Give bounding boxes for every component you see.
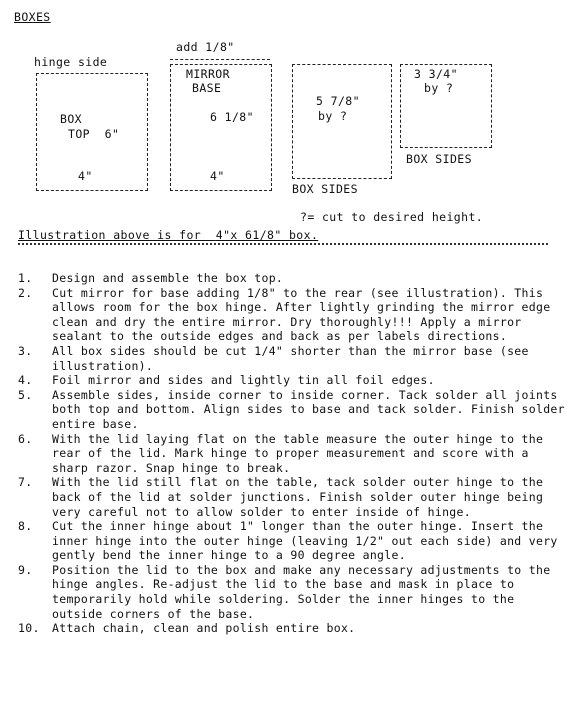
illustration-note [18,229,318,242]
step-number: 4. [18,373,33,388]
list-item [18,286,566,344]
step-number: 1. [18,271,33,285]
mirror-base-depth: 6 1/8" [210,110,254,124]
box-side-b-caption: BOX SIDES [406,152,472,166]
mirror-base-label-2: BASE [192,81,222,95]
list-item [18,432,566,476]
step-text: With the lid still flat on the table, tack solder outer hinge to the back of the lid at solder junctions. Finish solder outer hinge being very careful not to allow solder to enter inside of hinge. [52,475,544,519]
box-side-b-label-1: 3 3/4" [414,67,458,81]
asterisk-rule [18,243,548,245]
step-text: With the lid laying flat on the table measure the outer hinge to the rear of the lid. Mark hinge to proper measurement and score with a sharp razor. Snap hinge to break. [52,431,544,475]
step-number: 2. [18,285,33,300]
list-item [18,621,566,636]
illustration-note-size: 4"x 61/8" box. [215,228,319,242]
step-number: 5. [18,387,33,402]
list-item [18,271,566,286]
list-item [18,519,566,563]
step-text: Attach chain, clean and polish entire box. [52,621,356,636]
steps-list [18,271,566,636]
step-number: 3. [18,343,33,358]
list-item [18,563,566,621]
step-text: All box sides should be cut 1/4" shorter than the mirror base (see illustration). [52,343,529,373]
step-number: 9. [18,562,33,577]
box-side-b-label-2: by ? [424,81,454,95]
hinge-side-label: hinge side [34,55,108,69]
list-item [18,344,566,373]
box-top-width: 4" [78,169,93,183]
page-title: BOXES [14,10,51,24]
step-text: Design and assemble the box top. [52,271,284,285]
step-text: Foil mirror and sides and lightly tin all foil edges. [52,373,435,388]
box-side-a-caption: BOX SIDES [292,182,358,196]
box-top-label-1: BOX [60,112,82,126]
cut-note: ?= cut to desired height. [300,210,484,224]
illustration-note-prefix: Illustration above is for [18,228,216,242]
step-number: 6. [18,431,33,446]
step-text: Assemble sides, inside corner to inside corner. Tack solder all joints both top and bottom. Align sides to base and tack solder. Finish solder entire base. [52,387,565,431]
add-arrow [170,59,270,60]
add-label: add 1/8" [176,40,235,54]
mirror-base-width: 4" [210,169,225,183]
step-number: 7. [18,475,33,490]
list-item [18,475,566,519]
box-side-a-label-1: 5 7/8" [316,94,360,108]
step-number: 8. [18,519,33,534]
mirror-base-label-1: MIRROR [186,67,230,81]
step-number: 10. [18,621,40,636]
box-top-label-2: TOP 6" [68,127,120,141]
list-item [18,388,566,432]
list-item [18,373,566,388]
step-text: Cut mirror for base adding 1/8" to the rear (see illustration). This allows room for the box hinge. After lightly grinding the mirror edge clean and dry the entire mirror. Dry thoroughly!!! Apply a mirror sealant to the outside edges and back as per labels directions. [52,285,551,344]
step-text: Position the lid to the box and make any necessary adjustments to the hinge angles. Re-adjust the lid to the base and mask in place to temporarily hold while soldering. Solder the inner hinges to the outside corners of the base. [52,562,551,621]
step-text: Cut the inner hinge about 1" longer than the outer hinge. Insert the inner hinge into the outer hinge (leaving 1/2" out each side) and very gently bend the inner hinge to a 90 degree angle. [52,519,558,563]
box-side-a-label-2: by ? [318,109,348,123]
